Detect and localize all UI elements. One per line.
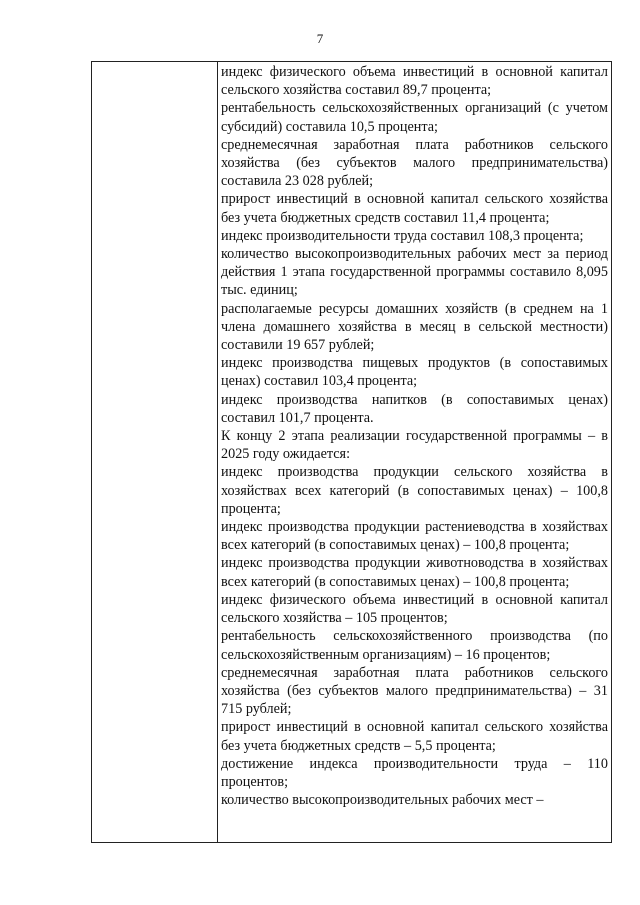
list-item: индекс производства продукции растениеводства в хозяйствах всех категорий (в сопоставимых ценах) – 100,8 процента;: [221, 519, 608, 554]
list-item: располагаемые ресурсы домашних хозяйств (в среднем на 1 члена домашнего хозяйства в месяц в сельской местности) составили 19 657 рублей;: [221, 300, 608, 354]
list-item: прирост инвестиций в основной капитал сельского хозяйства без учета бюджетных средств – 5,5 процента;: [221, 719, 608, 754]
table-left-column: [92, 62, 217, 842]
list-item: среднемесячная заработная плата работников сельского хозяйства (без субъектов малого предпринимательства) составила 23 028 рублей;: [221, 136, 608, 190]
list-item: индекс производства пищевых продуктов (в сопоставимых ценах) составил 103,4 процента;: [221, 355, 608, 390]
list-item: количество высокопроизводительных рабочих мест –: [221, 792, 544, 809]
column-divider: [217, 62, 218, 842]
list-item: индекс физического объема инвестиций в основной капитал сельского хозяйства составил 89,7 процента;: [221, 64, 608, 99]
list-item: достижение индекса производительности труда – 110 процентов;: [221, 755, 608, 790]
page-number: 7: [316, 31, 324, 46]
document-table: [91, 61, 612, 843]
list-item: рентабельность сельскохозяйственных организаций (с учетом субсидий) составила 10,5 процента;: [221, 100, 608, 135]
list-item: среднемесячная заработная плата работников сельского хозяйства (без субъектов малого предпринимательства) – 31 715 рублей;: [221, 664, 608, 718]
list-item: количество высокопроизводительных рабочих мест за период действия 1 этапа государственной программы составило 8,095 тыс. единиц;: [221, 246, 608, 299]
list-item: рентабельность сельскохозяйственного производства (по сельскохозяйственным организациям) – 16 процентов;: [221, 628, 608, 663]
list-item: индекс физического объема инвестиций в основной капитал сельского хозяйства – 105 процентов;: [221, 591, 608, 627]
list-item: индекс производства продукции сельского хозяйства в хозяйствах всех категорий (в сопоставимых ценах) – 100,8 процента;: [221, 464, 608, 517]
list-item: прирост инвестиций в основной капитал сельского хозяйства без учета бюджетных средств составил 11,4 процента;: [221, 191, 608, 226]
list-item: индекс производства напитков (в сопоставимых ценах) составил 101,7 процента.: [221, 391, 608, 426]
list-item: индекс производства продукции животноводства в хозяйствах всех категорий (в сопоставимых ценах) – 100,8 процента;: [221, 555, 608, 590]
table-right-column: [221, 63, 608, 809]
list-item: индекс производительности труда составил 108,3 процента;: [221, 227, 584, 244]
section-intro: К концу 2 этапа реализации государственной программы – в 2025 году ожидается:: [221, 428, 608, 463]
